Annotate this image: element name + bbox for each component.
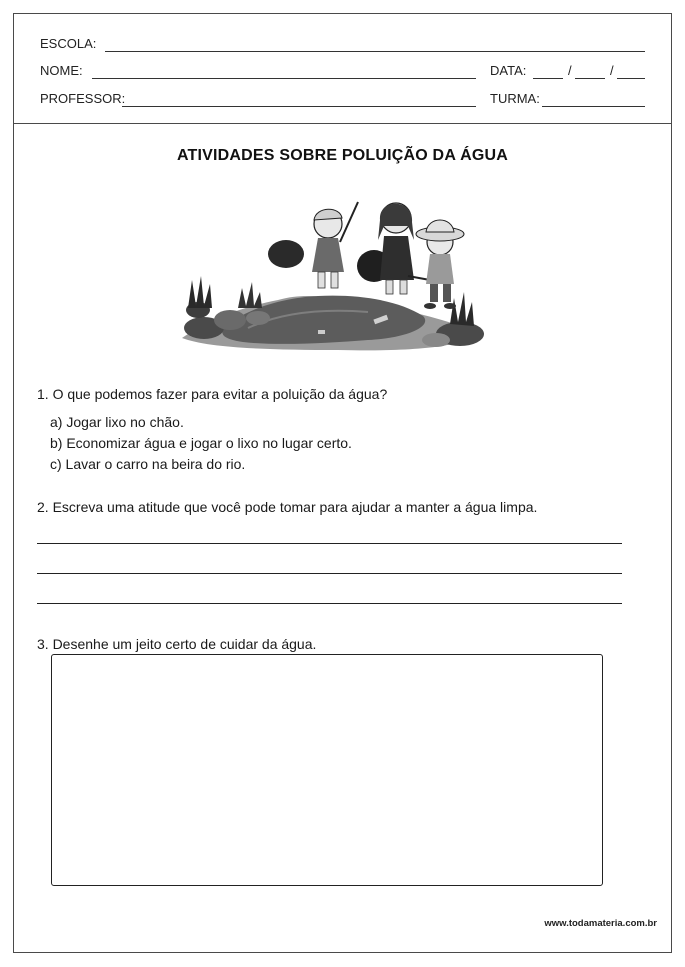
data-label: DATA: [490,63,527,78]
escola-row [40,36,645,54]
data-month-field[interactable] [575,78,605,79]
header-section [14,14,671,124]
drawing-box[interactable] [51,654,603,886]
turma-field[interactable] [542,106,645,107]
turma-label: TURMA: [490,91,540,106]
option-a[interactable]: a) Jogar lixo no chão. [50,414,184,430]
nome-row [40,63,645,81]
question-2: 2. Escreva uma atitude que você pode tomar para ajudar a manter a água limpa. [37,499,538,515]
data-separator: / [568,63,572,78]
question-3: 3. Desenhe um jeito certo de cuidar da água. [37,636,317,652]
escola-label: ESCOLA: [40,36,97,51]
data-day-field[interactable] [533,78,563,79]
answer-line[interactable] [37,573,622,574]
professor-label: PROFESSOR: [40,91,126,106]
pond-cleanup-illustration [168,180,493,352]
professor-row [40,91,645,109]
answer-line[interactable] [37,603,622,604]
option-c[interactable]: c) Lavar o carro na beira do rio. [50,456,246,472]
data-year-field[interactable] [617,78,645,79]
page-title: ATIVIDADES SOBRE POLUIÇÃO DA ÁGUA [176,147,509,164]
option-b[interactable]: b) Economizar água e jogar o lixo no lugar certo. [50,435,352,451]
professor-field[interactable] [122,106,476,107]
nome-label: NOME: [40,63,83,78]
data-separator: / [610,63,614,78]
nome-field[interactable] [92,78,476,79]
question-1: 1. O que podemos fazer para evitar a poluição da água? [37,386,388,402]
answer-line[interactable] [37,543,622,544]
footer-url[interactable]: www.todamateria.com.br [544,918,657,929]
escola-field[interactable] [105,51,645,52]
